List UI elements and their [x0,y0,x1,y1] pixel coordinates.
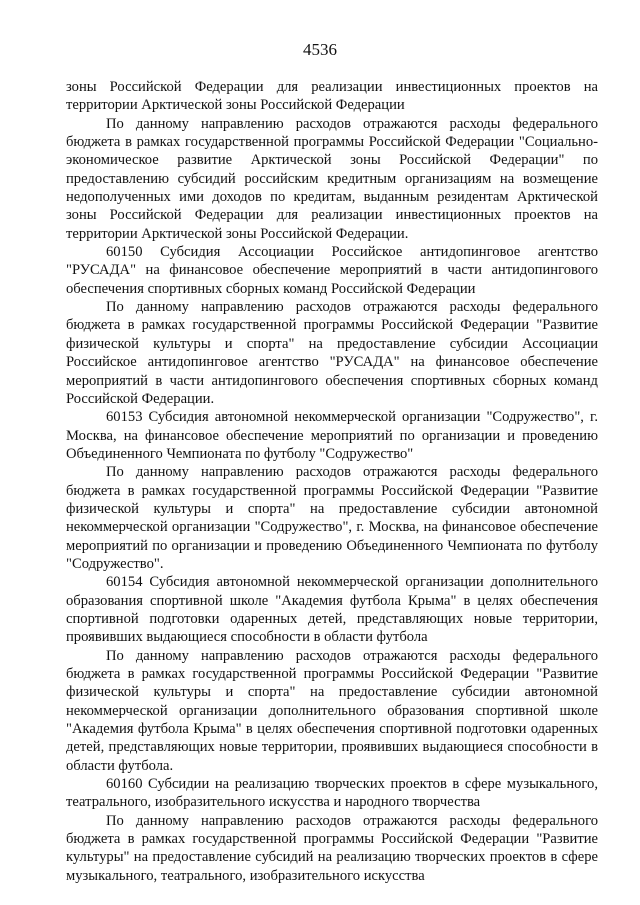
paragraph-60153-description: По данному направлению расходов отражаются расходы федерального бюджета в рамках государственной программы Российской Федерации "Развитие физической культуры и спорта" на предоставление субсидии автономной некоммерческой организации "Содружество", г. Москва, на финансовое обеспечение мероприятий по организации и проведению Объединенного Чемпионата по футболу "Содружество". [66,464,598,572]
paragraph-60150-description: По данному направлению расходов отражаются расходы федерального бюджета в рамках государственной программы Российской Федерации "Развитие физической культуры и спорта" на предоставление субсидии Ассоциации Российское антидопинговое агентство "РУСАДА" на финансовое обеспечение мероприятий в части антидопингового обеспечения спортивных сборных команд Российской Федерации. [66,299,598,407]
paragraph-60150-heading: 60150 Субсидия Ассоциации Российское антидопинговое агентство "РУСАДА" на финансовое обеспечение мероприятий в части антидопингового обеспечения спортивных сборных команд Российской Федерации [66,244,598,297]
paragraph-60154-description: По данному направлению расходов отражаются расходы федерального бюджета в рамках государственной программы Российской Федерации "Развитие физической культуры и спорта" на предоставление субсидии автономной некоммерческой организации дополнительного образования спортивной школе "Академия футбола Крыма" в целях обеспечения спортивной подготовки одаренных детей, представляющих новые территории, проявивших выдающиеся способности в области футбола. [66,647,598,774]
paragraph-60160-description: По данному направлению расходов отражаются расходы федерального бюджета в рамках государственной программы Российской Федерации "Развитие культуры" на предоставление субсидий на реализацию творческих проектов в сфере музыкального, театрального, изобразительного искусства [66,812,598,884]
paragraph-continuation: зоны Российской Федерации для реализации инвестиционных проектов на территории Арктической зоны Российской Федерации [66,79,598,114]
paragraph-arctic-description: По данному направлению расходов отражаются расходы федерального бюджета в рамках государственной программы Российской Федерации "Социально-экономическое развитие Арктической зоны Российской Федерации" по предоставлению субсидий российским кредитным организациям на возмещение недополученных ими доходов по кредитам, выданным резидентам Арктической зоны Российской Федерации для реализации инвестиционных проектов на территории Арктической зоны Российской Федерации. [66,115,598,242]
paragraph-60160-heading: 60160 Субсидии на реализацию творческих проектов в сфере музыкального, театрального, изобразительного искусства и народного творчества [66,776,598,811]
paragraph-60153-heading: 60153 Субсидия автономной некоммерческой организации "Содружество", г. Москва, на финансовое обеспечение мероприятий по организации и проведению Объединенного Чемпионата по футболу "Содружество" [66,409,598,462]
paragraph-60154-heading: 60154 Субсидия автономной некоммерческой организации дополнительного образования спортивной школе "Академия футбола Крыма" в целях обеспечения спортивной подготовки одаренных детей, представляющих новые территории, проявивших выдающиеся способности в области футбола [66,574,598,646]
page-number: 4536 [303,40,337,59]
document-body [66,78,598,885]
